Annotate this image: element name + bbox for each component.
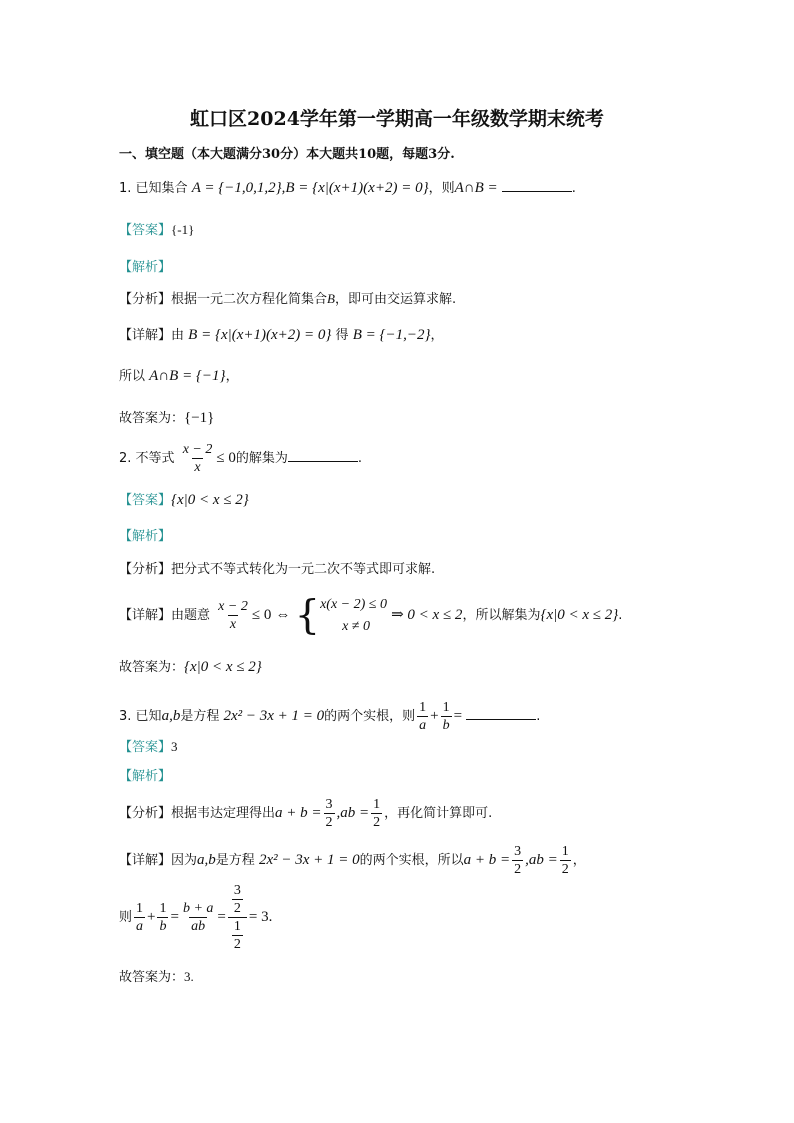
intersection: A∩B = (454, 180, 498, 196)
page-title: 虹口区2024学年第一学期高一年级数学期末统考 (190, 108, 604, 130)
answer-line (119, 491, 249, 510)
detail-line: 【详解】由题意 $\frac{x - 2}{x}$ ≤ 0 ⇔ { x(x − 2) ≤ 0 x ≠ 0 ⇒ 0 < x ≤ 2，所以解集为{x|0 < x ≤ 2}. (119, 592, 623, 639)
fraction: $\frac{x - 2}{x}$ (182, 442, 213, 475)
inequality-system: x(x − 2) ≤ 0 x ≠ 0 (320, 596, 387, 634)
answer-blank (288, 449, 358, 462)
question-1: 1. 已知集合 A = {−1,0,1,2},B = {x|(x+1)(x+2) = 0}，则A∩B = . (119, 180, 576, 196)
final-answer: 故答案为：3. (119, 969, 194, 985)
fenxi-line: 【分析】根据一元二次方程化简集合B，即可由交运算求解. (119, 291, 457, 307)
fenxi-line: 【分析】根据韦达定理得出a + b = $\frac{3}{2}$ ,ab = $\frac{1}{2}$ ，再化简计算即可. (119, 797, 493, 830)
answer-tag: 【答案】 (119, 740, 172, 755)
answer-line (119, 738, 178, 757)
calc-line: 则 $\frac{1}{a}$ + $\frac{1}{b}$ = $\frac{b + a}{ab}$ = $\frac{\frac{3}{2}}{\frac{1}{2}}$ = 3. (119, 883, 273, 952)
compound-fraction: $\frac{\frac{3}{2}}{\frac{1}{2}}$ (228, 882, 247, 953)
final-answer: 故答案为：{−1} (119, 410, 215, 426)
question-number: 1. (119, 181, 132, 196)
analysis-tag: 【解析】 (119, 260, 172, 275)
final-answer: 故答案为：{x|0 < x ≤ 2} (119, 659, 262, 675)
so-line: 所以 A∩B = {−1}， (119, 368, 239, 384)
analysis-tag: 【解析】 (119, 529, 172, 544)
question-2: 2. 不等式 $\frac{x - 2}{x}$ ≤ 0的解集为 . (119, 442, 363, 475)
question-text: 已知集合 (135, 181, 188, 196)
question-3: 3. 已知a,b是方程 2x² − 3x + 1 = 0的两个实根，则 $\frac{1}{a}$ + $\frac{1}{b}$ = . (119, 700, 541, 733)
answer-value: {x|0 < x ≤ 2} (171, 492, 249, 508)
answer-blank (466, 707, 536, 720)
set-b: ,B = {x|(x+1)(x+2) = 0} (281, 180, 429, 196)
detail-tag: 【详解】 (119, 328, 172, 343)
question-text: ，则 (428, 181, 455, 196)
set-a: A = {−1,0,1,2} (191, 180, 282, 196)
fenxi-tag: 【分析】 (119, 292, 172, 307)
answer-line (119, 221, 194, 240)
answer-value: 3 (171, 739, 178, 754)
left-brace: { (294, 592, 321, 639)
detail-line: 【详解】由 B = {x|(x+1)(x+2) = 0} 得 B = {−1,−2}， (119, 327, 444, 343)
detail-line: 【详解】因为a,b是方程 2x² − 3x + 1 = 0的两个实根，所以a + b = $\frac{3}{2}$ ,ab = $\frac{1}{2}$ ， (119, 844, 586, 877)
analysis-tag: 【解析】 (119, 769, 172, 784)
answer-value: {-1} (171, 222, 195, 237)
answer-tag: 【答案】 (119, 493, 172, 508)
question-number: 2. (119, 451, 132, 466)
section-heading: 一、填空题（本大题满分30分）本大题共10题，每题3分. (119, 147, 455, 162)
question-number: 3. (119, 709, 132, 724)
fenxi-line: 【分析】把分式不等式转化为一元二次不等式即可求解. (119, 562, 436, 577)
answer-blank (502, 179, 572, 192)
answer-tag: 【答案】 (119, 223, 172, 238)
